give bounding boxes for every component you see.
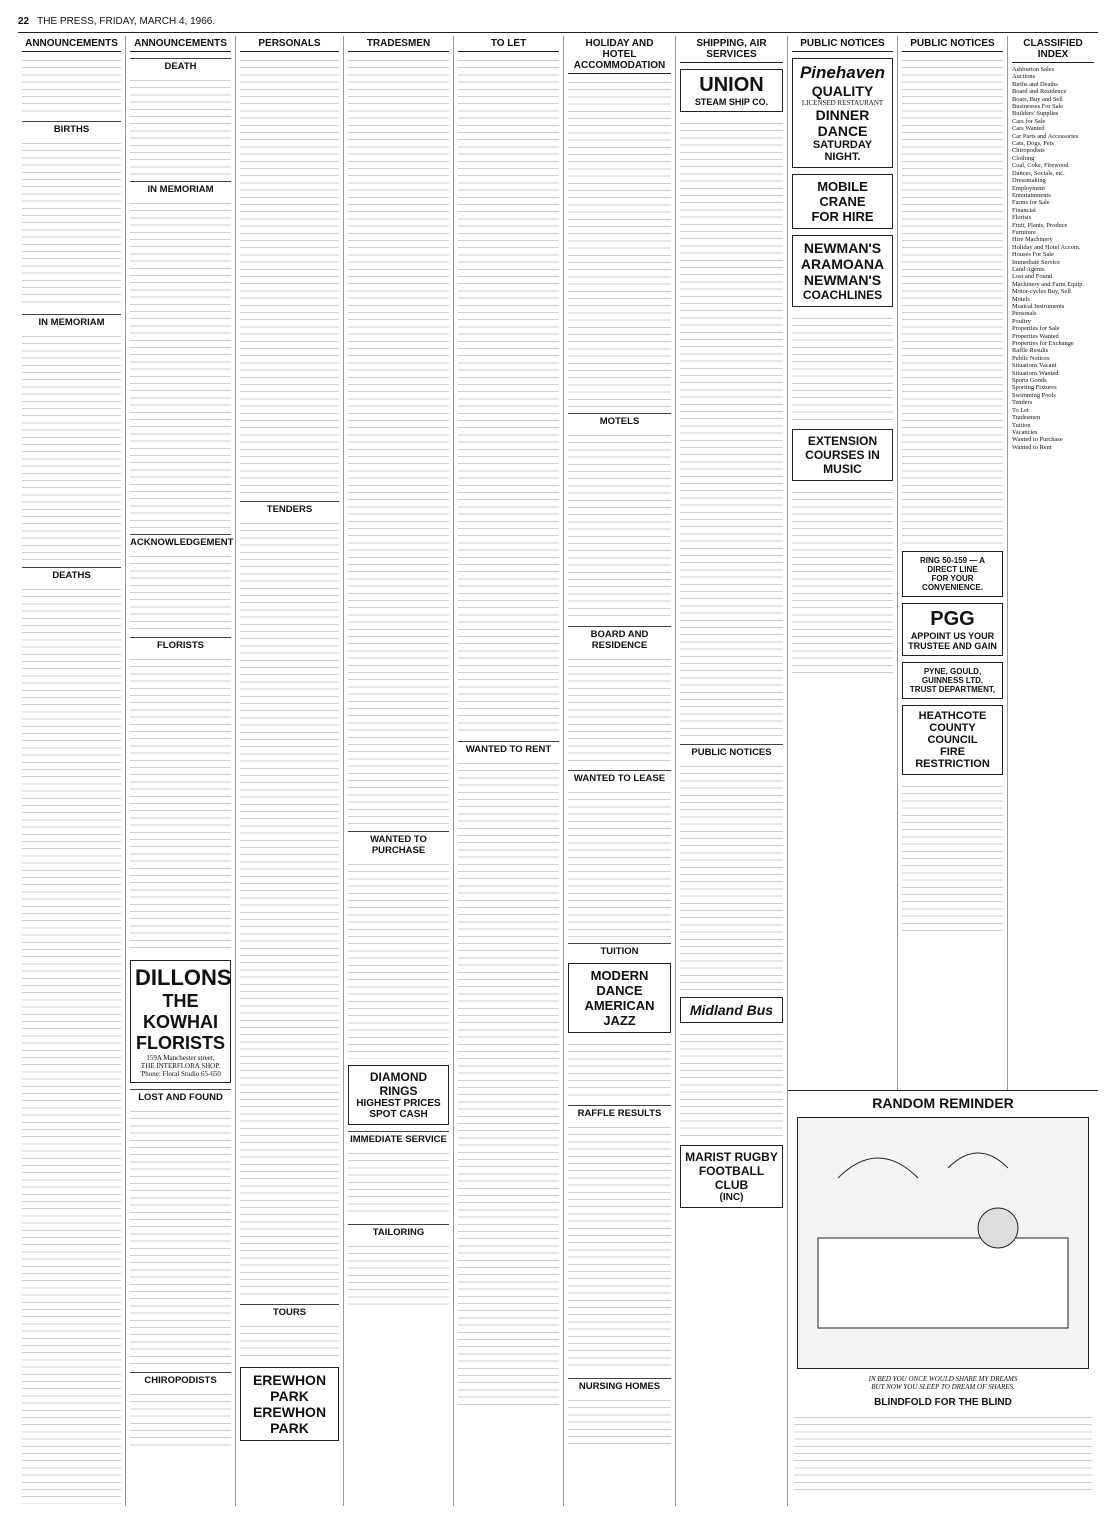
pinehaven-restaurant: LICENSED RESTAURANT bbox=[801, 99, 884, 107]
index-entry bbox=[1012, 399, 1094, 406]
midland-logo: Midland Bus bbox=[689, 1002, 774, 1018]
to-let-column bbox=[454, 36, 564, 1506]
section-in-memoriam: IN MEMORIAM bbox=[22, 314, 121, 328]
column-heading: ANNOUNCEMENTS bbox=[22, 36, 121, 52]
extension-music: MUSIC bbox=[823, 462, 862, 476]
index-entry bbox=[1012, 333, 1094, 340]
fire-restriction: FIRE RESTRICTION bbox=[915, 746, 990, 770]
to-let-text bbox=[458, 55, 559, 735]
dance-title: MODERN DANCE bbox=[590, 968, 649, 998]
section-death: DEATH bbox=[130, 58, 231, 72]
marist-title-2: FOOTBALL CLUB bbox=[698, 1164, 765, 1192]
index-label: Sporting Fixtures bbox=[1012, 384, 1057, 392]
section-deaths: DEATHS bbox=[22, 567, 121, 581]
index-label: Car Parts and Accessories bbox=[1012, 132, 1079, 140]
index-label: Properties Wanted bbox=[1012, 332, 1059, 340]
index-entry bbox=[1012, 177, 1094, 184]
index-entry bbox=[1012, 155, 1094, 162]
index-entry bbox=[1012, 362, 1094, 369]
index-label: Farms for Sale bbox=[1012, 199, 1050, 207]
index-label: Chiropodists bbox=[1012, 147, 1045, 155]
index-label: Personals bbox=[1012, 310, 1037, 318]
index-label: Ashburton Sales bbox=[1012, 66, 1055, 73]
index-label: Holiday and Hotel Accom. bbox=[1012, 243, 1081, 251]
crane-title: MOBILE CRANE bbox=[817, 179, 868, 209]
index-label: Poultry bbox=[1012, 317, 1031, 325]
column-heading: SHIPPING, AIR SERVICES bbox=[680, 36, 783, 63]
ring-line: RING 50-159 — A DIRECT LINE bbox=[919, 556, 986, 574]
ring-ad bbox=[902, 551, 1003, 597]
pinehaven-quality: QUALITY bbox=[811, 83, 874, 99]
column-heading: PUBLIC NOTICES bbox=[902, 36, 1003, 52]
index-entry bbox=[1012, 244, 1094, 251]
index-entry bbox=[1012, 296, 1094, 303]
blindfold-title: BLINDFOLD FOR THE BLIND bbox=[874, 1397, 1012, 1408]
personals-text bbox=[240, 55, 339, 495]
index-entry bbox=[1012, 207, 1094, 214]
index-entry bbox=[1012, 147, 1094, 154]
tenders-text bbox=[240, 518, 339, 1298]
index-entry bbox=[1012, 422, 1094, 429]
pinehaven-logo: Pinehaven bbox=[799, 63, 886, 82]
dillons-ad bbox=[130, 960, 231, 1083]
index-label: Financial bbox=[1012, 206, 1036, 214]
dillons-line3: FLORISTS bbox=[136, 1033, 225, 1053]
column-heading: CLASSIFIED INDEX bbox=[1012, 36, 1094, 63]
newmans-title-2: NEWMAN'S bbox=[803, 272, 882, 288]
index-label: Births and Deaths bbox=[1012, 80, 1058, 88]
index-entry bbox=[1012, 66, 1094, 73]
index-entry bbox=[1012, 73, 1094, 80]
memoriam-text bbox=[22, 331, 121, 561]
index-label: Raffle Results bbox=[1012, 347, 1049, 355]
index-label: To Let bbox=[1012, 406, 1029, 414]
newmans-title: NEWMAN'S bbox=[803, 240, 882, 256]
index-label: Builders' Supplies bbox=[1012, 110, 1059, 118]
index-entry bbox=[1012, 392, 1094, 399]
diamond-line2: HIGHEST PRICES bbox=[356, 1098, 441, 1109]
column-heading: PUBLIC NOTICES bbox=[792, 36, 893, 52]
newmans-ad bbox=[792, 235, 893, 307]
index-label: Properties for Exchange bbox=[1012, 340, 1074, 348]
cartoon-caption-2: BUT NOW YOU SLEEP TO DREAM OF SHARES. bbox=[871, 1383, 1015, 1391]
florists-text bbox=[130, 654, 231, 954]
random-reminder-section bbox=[788, 1090, 1098, 1511]
index-entry bbox=[1012, 140, 1094, 147]
index-entry bbox=[1012, 259, 1094, 266]
classified-index-list bbox=[1012, 66, 1094, 451]
index-label: Land Agents bbox=[1012, 265, 1045, 273]
index-label: Cars Wanted bbox=[1012, 125, 1045, 133]
extension-text bbox=[792, 487, 893, 677]
index-entry bbox=[1012, 96, 1094, 103]
union-steam-ad bbox=[680, 69, 783, 112]
ring-line-2: FOR YOUR CONVENIENCE. bbox=[922, 574, 983, 592]
shipping-text bbox=[680, 118, 783, 738]
section-raffle: RAFFLE RESULTS bbox=[568, 1105, 671, 1119]
section-in-memoriam: IN MEMORIAM bbox=[130, 181, 231, 195]
section-births: BIRTHS bbox=[22, 121, 121, 135]
extension-title: EXTENSION COURSES IN bbox=[805, 434, 880, 462]
index-label: Machinery and Farm Equip. bbox=[1012, 280, 1085, 288]
index-label: Dances, Socials, etc. bbox=[1012, 169, 1065, 177]
erewhon-title: EREWHON PARK bbox=[252, 1372, 327, 1404]
section-florists: FLORISTS bbox=[130, 637, 231, 651]
pinehaven-saturday: SATURDAY NIGHT. bbox=[812, 139, 873, 163]
dillons-phone: 'Phone: Floral Studio 65-650 bbox=[140, 1070, 221, 1078]
index-entry bbox=[1012, 162, 1094, 169]
heathcote-title: HEATHCOTE COUNTY bbox=[918, 710, 987, 734]
marist-ad bbox=[680, 1145, 783, 1208]
acknowledgement-text bbox=[130, 551, 231, 631]
index-entry bbox=[1012, 407, 1094, 414]
pgg-logo: PGG bbox=[930, 608, 975, 630]
tours-text bbox=[240, 1321, 339, 1361]
index-entry bbox=[1012, 347, 1094, 354]
column-heading: PERSONALS bbox=[240, 36, 339, 52]
wanted-lease-text bbox=[568, 787, 671, 937]
column-heading: TO LET bbox=[458, 36, 559, 52]
pinehaven-dinner: DINNER DANCE bbox=[815, 107, 870, 139]
index-entry bbox=[1012, 81, 1094, 88]
section-tours: TOURS bbox=[240, 1304, 339, 1318]
index-entry bbox=[1012, 229, 1094, 236]
section-tailoring: TAILORING bbox=[348, 1224, 449, 1238]
coachlines-title: COACHLINES bbox=[802, 288, 883, 302]
index-entry bbox=[1012, 384, 1094, 391]
heathcote-council: COUNCIL bbox=[927, 734, 978, 746]
index-label: Immediate Service bbox=[1012, 258, 1061, 266]
index-label: Swimming Pools bbox=[1012, 391, 1056, 399]
dillons-line2: THE KOWHAI bbox=[143, 991, 218, 1032]
index-entry bbox=[1012, 170, 1094, 177]
index-label: Public Notices bbox=[1012, 354, 1050, 362]
index-label: Florists bbox=[1012, 214, 1032, 222]
dillons-address: 159A Manchester street, bbox=[146, 1054, 215, 1062]
pgg-line-2: TRUSTEE AND GAIN bbox=[908, 641, 997, 651]
page-number: 22 bbox=[18, 15, 30, 27]
diamond-title: DIAMOND RINGS bbox=[369, 1070, 428, 1098]
index-label: Tenders bbox=[1012, 399, 1033, 407]
section-wanted-rent: WANTED TO RENT bbox=[458, 741, 559, 755]
index-label: Wanted to Rent bbox=[1012, 443, 1052, 451]
diamond-line3: SPOT CASH bbox=[369, 1109, 428, 1120]
crane-hire: FOR HIRE bbox=[811, 209, 874, 224]
section-lost-found: LOST AND FOUND bbox=[130, 1089, 231, 1103]
index-entry bbox=[1012, 185, 1094, 192]
index-label: Dressmaking bbox=[1012, 177, 1046, 185]
index-label: Fruit, Plants, Produce bbox=[1012, 221, 1068, 229]
heathcote-ad bbox=[902, 705, 1003, 775]
index-label: Cats, Dogs, Pets bbox=[1012, 140, 1054, 148]
extension-courses-ad bbox=[792, 429, 893, 481]
index-label: Houses For Sale bbox=[1012, 251, 1054, 259]
dillons-shop: THE INTERFLORA SHOP. bbox=[140, 1062, 221, 1070]
index-entry bbox=[1012, 429, 1094, 436]
section-board-residence: BOARD AND RESIDENCE bbox=[568, 626, 671, 651]
erewhon-title-2: EREWHON PARK bbox=[252, 1404, 327, 1436]
dillons-title: DILLONS bbox=[135, 965, 232, 990]
index-label: Furniture bbox=[1012, 228, 1036, 236]
index-label: Clothing bbox=[1012, 154, 1035, 162]
index-entry bbox=[1012, 288, 1094, 295]
cartoon-caption: IN BED YOU ONCE WOULD SHARE MY DREAMS bbox=[868, 1375, 1018, 1383]
dance-title-2: AMERICAN JAZZ bbox=[584, 998, 655, 1028]
tailoring-text bbox=[348, 1241, 449, 1311]
motels-text bbox=[568, 430, 671, 620]
section-motels: MOTELS bbox=[568, 413, 671, 427]
index-label: Businesses For Sale bbox=[1012, 103, 1064, 111]
index-label: Board and Residence bbox=[1012, 88, 1067, 96]
section-wanted-purchase: WANTED TO PURCHASE bbox=[348, 831, 449, 856]
pgg-line: APPOINT US YOUR bbox=[910, 631, 995, 641]
index-label: Tuition bbox=[1012, 421, 1031, 429]
section-public-notices: PUBLIC NOTICES bbox=[680, 744, 783, 758]
pgg-ad bbox=[902, 603, 1003, 656]
index-entry bbox=[1012, 118, 1094, 125]
cartoon-drawing bbox=[798, 1118, 1088, 1368]
index-entry bbox=[1012, 236, 1094, 243]
personals-column bbox=[236, 36, 344, 1506]
index-entry bbox=[1012, 444, 1094, 451]
index-entry bbox=[1012, 214, 1094, 221]
pinehaven-ad bbox=[792, 58, 893, 168]
index-entry bbox=[1012, 325, 1094, 332]
wanted-purchase-text bbox=[348, 859, 449, 1059]
section-tuition: TUITION bbox=[568, 943, 671, 957]
immediate-service-text bbox=[348, 1148, 449, 1218]
chiropodists-text bbox=[130, 1389, 231, 1449]
tradesmen-text bbox=[348, 55, 449, 825]
section-acknowledgement: ACKNOWLEDGEMENT bbox=[130, 534, 231, 548]
column-heading: HOLIDAY AND HOTEL ACCOMMODATION bbox=[568, 36, 671, 74]
blindfold-text bbox=[794, 1412, 1092, 1492]
index-entry bbox=[1012, 281, 1094, 288]
index-entry bbox=[1012, 370, 1094, 377]
births-text bbox=[22, 138, 121, 308]
section-tenders: TENDERS bbox=[240, 501, 339, 515]
lost-found-text bbox=[130, 1106, 231, 1366]
memoriam-text bbox=[130, 198, 231, 528]
index-label: Lost and Found bbox=[1012, 273, 1053, 281]
cartoon-illustration bbox=[797, 1117, 1089, 1369]
index-entry bbox=[1012, 88, 1094, 95]
index-entry bbox=[1012, 125, 1094, 132]
notice-text bbox=[902, 55, 1003, 545]
announcement-text bbox=[22, 55, 121, 115]
raffle-text bbox=[568, 1122, 671, 1372]
random-reminder-title: RANDOM REMINDER bbox=[872, 1095, 1014, 1111]
tradesmen-column bbox=[344, 36, 454, 1506]
index-label: Situations Vacant bbox=[1012, 362, 1057, 370]
midland-bus-ad bbox=[680, 997, 783, 1023]
page-header bbox=[18, 10, 1098, 33]
index-entry bbox=[1012, 377, 1094, 384]
index-entry bbox=[1012, 110, 1094, 117]
heathcote-text bbox=[902, 781, 1003, 931]
holiday-text bbox=[568, 77, 671, 407]
announcements-column-2 bbox=[126, 36, 236, 1506]
notice-text bbox=[792, 313, 893, 423]
mobile-crane-ad bbox=[792, 174, 893, 229]
index-entry bbox=[1012, 133, 1094, 140]
index-entry bbox=[1012, 310, 1094, 317]
index-label: Musical Instruments bbox=[1012, 303, 1065, 310]
shipping-column bbox=[676, 36, 788, 1506]
index-entry bbox=[1012, 303, 1094, 310]
death-text bbox=[130, 75, 231, 175]
pyne-gould-ad bbox=[902, 662, 1003, 699]
wanted-rent-text bbox=[458, 758, 559, 1408]
index-entry bbox=[1012, 355, 1094, 362]
index-label: Boats, Buy and Sell bbox=[1012, 95, 1063, 103]
index-entry bbox=[1012, 251, 1094, 258]
index-entry bbox=[1012, 222, 1094, 229]
index-label: Coal, Coke, Firewood bbox=[1012, 162, 1069, 170]
pyne-title: PYNE, GOULD, GUINNESS LTD. bbox=[921, 667, 984, 685]
section-wanted-lease: WANTED TO LEASE bbox=[568, 770, 671, 784]
erewhon-ad bbox=[240, 1367, 339, 1441]
index-label: Employment bbox=[1012, 184, 1046, 192]
pyne-trust: TRUST DEPARTMENT, bbox=[909, 685, 996, 694]
modern-dance-ad bbox=[568, 963, 671, 1033]
nursing-text bbox=[568, 1395, 671, 1445]
index-entry bbox=[1012, 436, 1094, 443]
index-entry bbox=[1012, 340, 1094, 347]
newspaper-page bbox=[18, 10, 1098, 1510]
index-entry bbox=[1012, 273, 1094, 280]
index-entry bbox=[1012, 318, 1094, 325]
index-entry bbox=[1012, 266, 1094, 273]
announcements-column-1 bbox=[18, 36, 126, 1506]
diamond-rings-ad bbox=[348, 1065, 449, 1125]
index-label: Entertainments bbox=[1012, 191, 1051, 199]
index-label: Cars for Sale bbox=[1012, 117, 1046, 125]
union-logo: UNION bbox=[699, 74, 764, 96]
index-label: Hire Machinery bbox=[1012, 236, 1053, 244]
board-text bbox=[568, 654, 671, 764]
marist-title: MARIST RUGBY bbox=[685, 1150, 778, 1164]
section-chiropodists: CHIROPODISTS bbox=[130, 1372, 231, 1386]
marist-inc: (INC) bbox=[719, 1192, 744, 1203]
column-heading: ANNOUNCEMENTS bbox=[130, 36, 231, 52]
index-label: Properties for Sale bbox=[1012, 325, 1060, 333]
tuition-text bbox=[568, 1039, 671, 1099]
index-label: Motor-cycles Buy, Sell bbox=[1012, 288, 1071, 296]
index-label: Vacancies bbox=[1012, 428, 1038, 436]
index-label: Motels bbox=[1012, 295, 1030, 303]
index-label: Tradesmen bbox=[1012, 414, 1041, 422]
index-entry bbox=[1012, 199, 1094, 206]
index-label: Sports Goods bbox=[1012, 377, 1047, 385]
union-subtitle: STEAM SHIP CO. bbox=[694, 97, 769, 107]
holiday-column bbox=[564, 36, 676, 1506]
deaths-text bbox=[22, 584, 121, 1504]
column-heading: TRADESMEN bbox=[348, 36, 449, 52]
section-nursing-homes: NURSING HOMES bbox=[568, 1378, 671, 1392]
index-entry bbox=[1012, 414, 1094, 421]
aramoana-title: ARAMOANA bbox=[800, 256, 885, 272]
masthead: THE PRESS, FRIDAY, MARCH 4, 1966. bbox=[37, 15, 216, 27]
index-entry bbox=[1012, 192, 1094, 199]
midland-text bbox=[680, 1029, 783, 1139]
index-label: Wanted to Purchase bbox=[1012, 436, 1063, 444]
index-entry bbox=[1012, 103, 1094, 110]
public-notices-text bbox=[680, 761, 783, 991]
index-label: Situations Wanted bbox=[1012, 369, 1059, 377]
index-label: Auctions bbox=[1012, 73, 1036, 81]
section-immediate-service: IMMEDIATE SERVICE bbox=[348, 1131, 449, 1145]
